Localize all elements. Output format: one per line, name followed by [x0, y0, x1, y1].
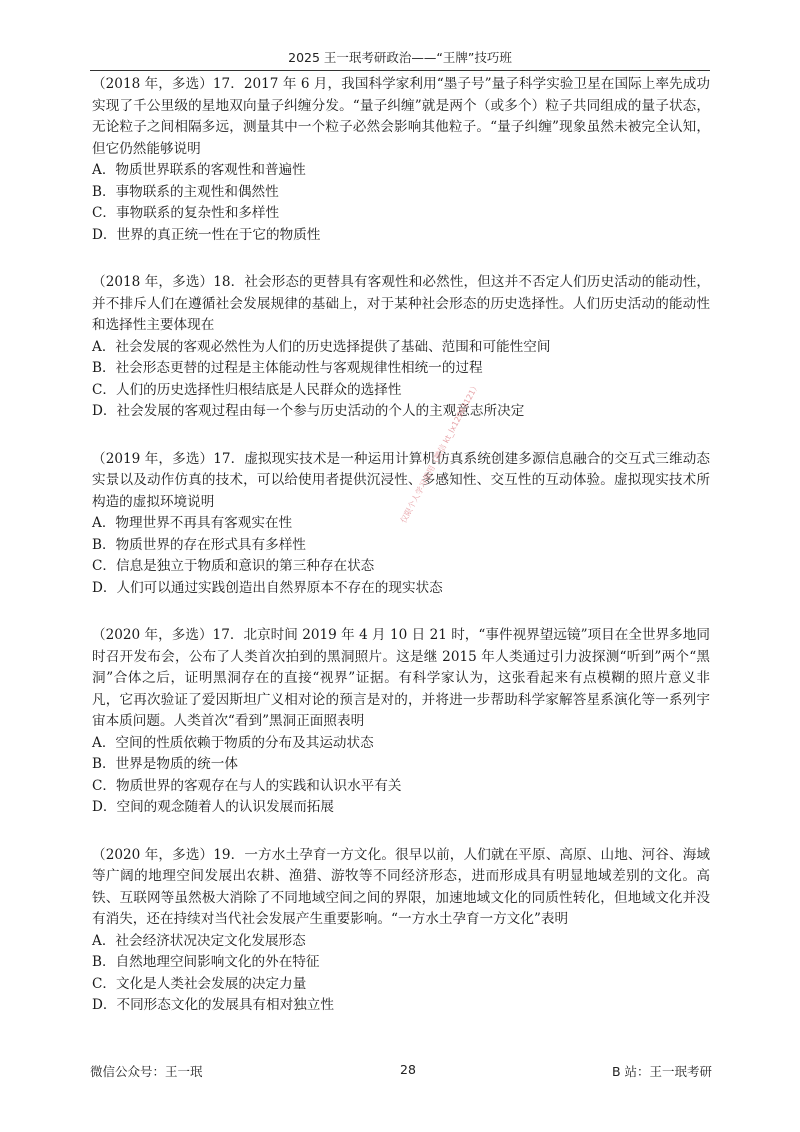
question-stem: （2018 年，多选）17．2017 年 6 月，我国科学家利用“墨子号”量子科学实验卫星在国际上率先成功实现了千公里级的星地双向量子纠缠分发。“量子纠缠”就是两个（或多个）粒子共同组成的量子状态，无论粒子之间相隔多远，测量其中一个粒子必然会影响其他粒子。“量子纠缠”现象虽然未被完全认知，但它仍然能够说明	[92, 76, 710, 157]
option-b: B．事物联系的主观性和偶然性	[92, 183, 279, 200]
option-b: B．物质世界的存在形式具有多样性	[92, 536, 306, 553]
option-c: C．事物联系的复杂性和多样性	[92, 205, 280, 221]
footer-bilibili: B 站：王一珉考研	[611, 1064, 712, 1079]
option-d: D．人们可以通过实践创造出自然界原本不存在的现实状态	[92, 579, 443, 596]
question-stem: （2019 年，多选）17．虚拟现实技术是一种运用计算机仿真系统创建多源信息融合的交互式三维动态实景以及动作仿真的技术，可以给使用者提供沉浸性、多感知性、交互性的互动体验。虚拟现实技术所构造的虚拟环境说明	[92, 450, 710, 510]
option-d: D．空间的观念随着人的认识发展而拓展	[92, 799, 334, 815]
page-header	[90, 48, 710, 71]
watermark: 仅限个人学习使用（微信 kt_lx12983121）	[398, 380, 482, 525]
option-b: B．社会形态更替的过程是主体能动性与客观规律性相统一的过程	[92, 360, 483, 376]
option-c: C．信息是独立于物质和意识的第三种存在状态	[92, 558, 375, 574]
question-item	[92, 625, 710, 819]
option-d: D．世界的真正统一性在于它的物质性	[92, 226, 321, 243]
option-a: A．社会经济状况决定文化发展形态	[92, 932, 306, 949]
question-item	[92, 449, 710, 600]
option-c: C．文化是人类社会发展的决定力量	[92, 975, 307, 992]
question-item	[92, 272, 710, 423]
page-footer	[90, 1062, 712, 1082]
question-item	[92, 845, 710, 1017]
question-list	[92, 74, 710, 1043]
option-a: A．物质世界联系的客观性和普遍性	[92, 162, 306, 178]
option-a: A．空间的性质依赖于物质的分布及其运动状态	[92, 734, 374, 751]
option-a: A．物理世界不再具有客观实在性	[92, 515, 293, 531]
option-c: C．物质世界的客观存在与人的实践和认识水平有关	[92, 777, 402, 794]
question-item	[92, 74, 710, 246]
option-d: D．社会发展的客观过程由每一个参与历史活动的个人的主观意志所决定	[92, 403, 525, 419]
option-b: B．自然地理空间影响文化的外在特征	[92, 954, 320, 970]
option-c: C．人们的历史选择性归根结底是人民群众的选择性	[92, 381, 402, 398]
option-a: A．社会发展的客观必然性为人们的历史选择提供了基础、范围和可能性空间	[92, 338, 551, 355]
option-b: B．世界是物质的统一体	[92, 756, 238, 772]
question-stem: （2020 年，多选）19．一方水土孕育一方文化。很早以前，人们就在平原、高原、山地、河谷、海域等广阔的地理空间发展出农耕、渔猎、游牧等不同经济形态，进而形成具有明显地域差别的文化。高铁、互联网等虽然极大消除了不同地域空间之间的界限，加速地域文化的同质性转化，但地域文化并没有消失，还在持续对当代社会发展产生重要影响。“一方水土孕育一方文化”表明	[92, 846, 710, 927]
footer-wechat: 微信公众号：王一珉	[90, 1064, 203, 1079]
question-stem: （2020 年，多选）17．北京时间 2019 年 4 月 10 日 21 时，“事件视界望远镜”项目在全世界多地同时召开发布会，公布了人类首次拍到的黑洞照片。这是继 2015 年人类通过引力波探测“听到”两个“黑洞”合体之后，证明黑洞存在的直接“视界”证据。有科学家认为，这张看起来有点模糊的照片意义非凡，它再次验证了爱因斯坦广义相对论的预言是对的，并将进一步帮助科学家解答星系演化等一系列宇宙本质问题。人类首次“看到”黑洞正面照表明	[92, 627, 710, 729]
header-title: 2025 王一珉考研政治——“王牌”技巧班	[288, 50, 512, 65]
page-number: 28	[400, 1062, 416, 1077]
option-d: D．不同形态文化的发展具有相对独立性	[92, 997, 334, 1013]
question-stem: （2018 年，多选）18．社会形态的更替具有客观性和必然性，但这并不否定人们历史活动的能动性，并不排斥人们在遵循社会发展规律的基础上，对于某种社会形态的历史选择性。人们历史活动的能动性和选择性主要体现在	[92, 274, 710, 333]
